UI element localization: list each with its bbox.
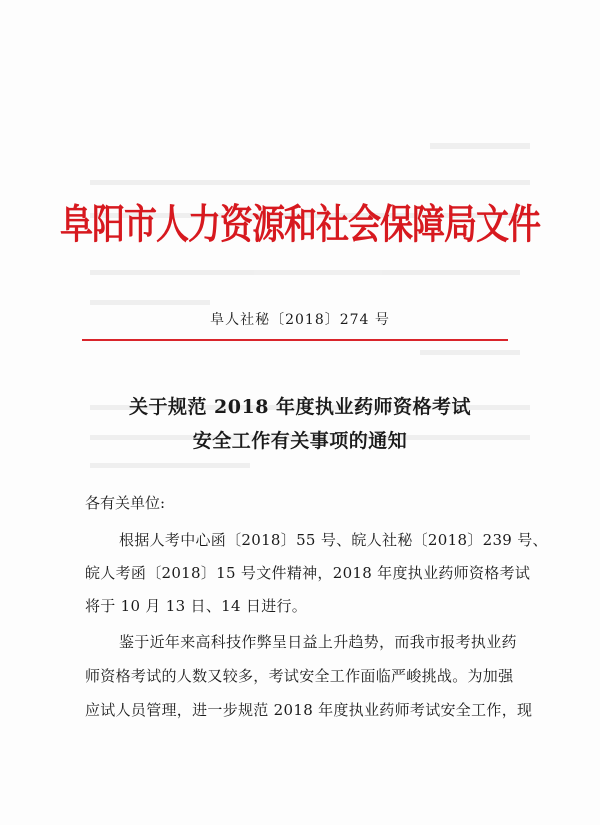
body-line: 皖人考函〔2018〕15 号文件精神，2018 年度执业药师资格考试 [85,564,531,582]
document-title-line-1: 关于规范 2018 年度执业药师资格考试 [128,396,472,418]
header-title: 阜阳市人力资源和社会保障局文件 [60,200,540,248]
salutation: 各有关单位: [85,494,166,512]
body-line: 将于 10 月 13 日、14 日进行。 [85,597,308,615]
document-number: 阜人社秘〔2018〕274 号 [210,312,390,328]
red-divider [82,339,508,341]
body-line: 应试人员管理，进一步规范 2018 年度执业药师考试安全工作，现 [85,701,533,719]
body-line: 根据人考中心函〔2018〕55 号、皖人社秘〔2018〕239 号、 [119,531,548,549]
body-line: 鉴于近年来高科技作弊呈日益上升趋势，而我市报考执业药 [119,633,517,651]
document-title-line-2: 安全工作有关事项的通知 [192,430,408,452]
body-line: 师资格考试的人数又较多，考试安全工作面临严峻挑战。为加强 [85,667,514,685]
